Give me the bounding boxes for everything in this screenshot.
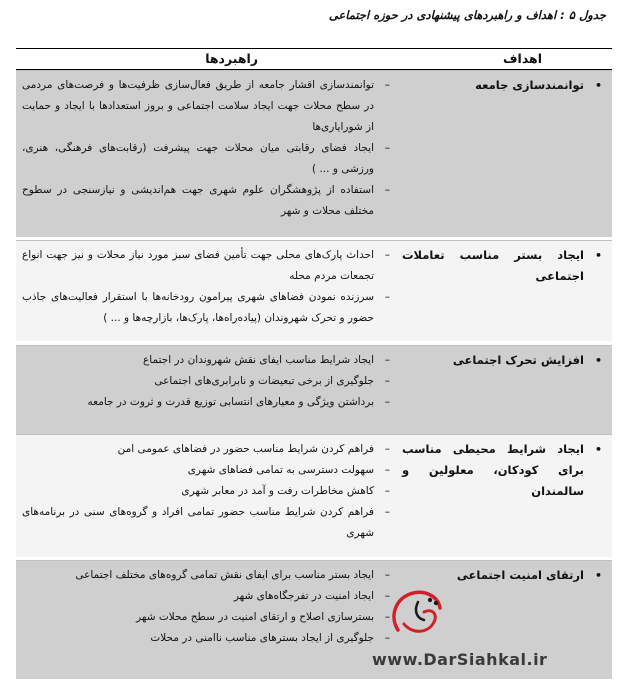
strategy-text: ایجاد امنیت در تفرجگاه‌های شهر <box>233 590 374 602</box>
bullet-icon: • <box>594 569 602 582</box>
dash-icon: – <box>384 632 390 644</box>
strategy-item <box>22 180 390 222</box>
goal-cell <box>402 565 612 586</box>
strategy-text: جلوگیری از ایجاد بسترهای مناسب ناامنی در محلات <box>150 632 374 644</box>
strategy-list <box>22 350 390 413</box>
table-row <box>16 434 612 557</box>
strategy-text: کاهش مخاطرات رفت و آمد در معابر شهری <box>181 485 374 497</box>
strategy-item <box>22 481 390 502</box>
dash-icon: – <box>384 464 390 476</box>
strategy-text: سرزنده نمودن فضاهای شهری پیرامون رودخانه‌ها با استقرار فعالیت‌های جاذب حضور و تحرک شهروندان (پیاده‌راه‌ها، پارک‌ها، بازارچه‌ها و ... ) <box>22 291 374 324</box>
dash-icon: – <box>384 569 390 581</box>
goal-cell <box>402 245 612 287</box>
goal-text: توانمندسازی جامعه <box>475 78 584 92</box>
strategy-item <box>22 628 390 649</box>
strategy-text: استفاده از پژوهشگران علوم شهری جهت هم‌اندیشی و نیازسنجی در سطوح مختلف محلات و شهر <box>22 184 374 217</box>
strategy-text: احداث پارک‌های محلی جهت تأمین فضای سبز مورد نیاز محلات و نیز جهت انواع تجمعات مردم محله <box>22 249 374 282</box>
strategy-text: ایجاد بستر مناسب برای ایفای نقش تمامی گروه‌های مختلف اجتماعی <box>75 569 374 581</box>
dash-icon: – <box>384 249 390 261</box>
site-watermark[interactable]: www.DarSiahkal.ir <box>372 650 548 669</box>
dash-icon: – <box>384 375 390 387</box>
dash-icon: – <box>384 142 390 154</box>
goal-cell <box>402 75 612 96</box>
dash-icon: – <box>384 291 390 303</box>
table-row <box>16 345 612 434</box>
strategy-list <box>22 565 390 649</box>
darsiahkal-logo <box>384 584 454 646</box>
strategy-item <box>22 287 390 329</box>
dash-icon: – <box>384 443 390 455</box>
dash-icon: – <box>384 485 390 497</box>
table-row <box>16 240 612 341</box>
strategy-item <box>22 565 390 586</box>
dash-icon: – <box>384 184 390 196</box>
bullet-icon: • <box>594 443 602 456</box>
strategy-item <box>22 75 390 138</box>
strategy-text: برداشتن ویژگی و معیارهای انتسابی توزیع قدرت و ثروت در جامعه <box>87 396 374 408</box>
strategy-item <box>22 439 390 460</box>
dash-icon: – <box>384 506 390 518</box>
strategy-item <box>22 350 390 371</box>
strategy-text: ایجاد شرایط مناسب ایفای نقش شهروندان در اجتماع <box>143 354 374 366</box>
dash-icon: – <box>384 396 390 408</box>
strategy-item <box>22 392 390 413</box>
dash-icon: – <box>384 354 390 366</box>
bullet-icon: • <box>594 79 602 92</box>
strategy-text: جلوگیری از برخی تبعیضات و نابرابری‌های اجتماعی <box>154 375 374 387</box>
strategy-text: فراهم کردن شرایط مناسب حضور در فضاهای عمومی امن <box>117 443 374 455</box>
goal-cell <box>402 350 612 371</box>
bullet-icon: • <box>594 249 602 262</box>
strategy-list <box>22 245 390 329</box>
goal-text: ارتقای امنیت اجتماعی <box>456 568 584 582</box>
strategy-list <box>22 75 390 222</box>
strategy-text: توانمندسازی اقشار جامعه از طریق فعال‌سازی ظرفیت‌ها و فرصت‌های مردمی در سطح محلات جهت ایجاد سلامت اجتماعی و بروز استعدادها با ایجاد و حمایت از شورایاری‌ها <box>22 79 374 133</box>
table-header <box>16 48 612 70</box>
goal-text: افزایش تحرک اجتماعی <box>452 353 584 367</box>
strategy-item <box>22 460 390 481</box>
goal-text: ایجاد شرایط محیطی مناسب برای کودکان، معلولین و سالمندان <box>402 442 584 498</box>
header-strategies: راهبردها <box>205 51 258 66</box>
table-caption: جدول ۵ : اهداف و راهبردهای پیشنهادی در حوزه اجتماعی <box>328 8 606 22</box>
strategy-text: فراهم کردن شرایط مناسب حضور تمامی افراد و گروه‌های سنی در برنامه‌های شهری <box>22 506 374 539</box>
header-goals: اهداف <box>503 51 542 66</box>
goal-cell <box>402 439 612 502</box>
strategy-text: ایجاد فضای رقابتی میان محلات جهت پیشرفت (رقابت‌های فرهنگی، هنری، ورزشی و ... ) <box>22 142 374 175</box>
strategy-item <box>22 371 390 392</box>
strategy-item <box>22 607 390 628</box>
dash-icon: – <box>384 590 390 602</box>
dash-icon: – <box>384 611 390 623</box>
strategy-list <box>22 439 390 544</box>
strategy-item <box>22 245 390 287</box>
strategy-item <box>22 138 390 180</box>
strategy-item <box>22 586 390 607</box>
table-row <box>16 70 612 237</box>
strategy-item <box>22 502 390 544</box>
dash-icon: – <box>384 79 390 91</box>
strategy-text: بسترسازی اصلاح و ارتقای امنیت در سطح محلات شهر <box>136 611 374 623</box>
bullet-icon: • <box>594 354 602 367</box>
goal-text: ایجاد بستر مناسب تعاملات اجتماعی <box>402 248 584 283</box>
strategy-text: سهولت دسترسی به تمامی فضاهای شهری <box>187 464 374 476</box>
